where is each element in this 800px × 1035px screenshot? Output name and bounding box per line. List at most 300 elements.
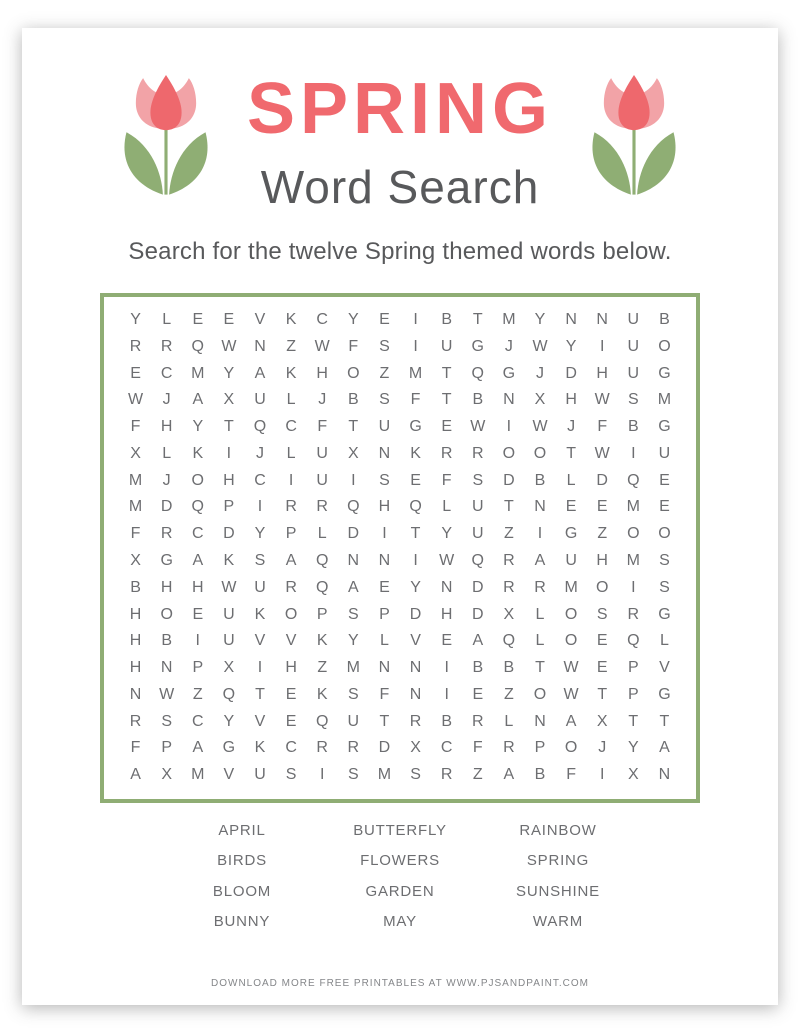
grid-cell: S <box>596 605 608 623</box>
grid-cell: I <box>413 551 418 569</box>
grid-cell: G <box>658 605 671 623</box>
grid-cell: Q <box>222 685 236 703</box>
word-list-item: WARM <box>532 913 584 931</box>
word-list-column <box>163 816 321 938</box>
grid-cell: B <box>659 310 670 328</box>
grid-cell: G <box>658 364 671 382</box>
grid-cell: V <box>285 632 297 650</box>
grid-cell: I <box>195 632 200 650</box>
grid-cell: R <box>503 551 515 569</box>
grid-cell: Z <box>503 525 514 543</box>
grid-cell: Z <box>597 525 608 543</box>
grid-cell: H <box>160 418 173 436</box>
grid-cell: U <box>627 364 640 382</box>
grid-cell: H <box>378 498 391 516</box>
grid-cell: Q <box>347 498 360 516</box>
grid-cell: O <box>564 739 578 757</box>
grid-cell: X <box>347 444 359 462</box>
grid-cell: D <box>471 578 484 596</box>
grid-cell: L <box>286 391 296 409</box>
grid-cell: S <box>254 551 266 569</box>
grid-cell: M <box>128 498 143 516</box>
grid-cell: R <box>160 337 173 355</box>
grid-cell: R <box>440 444 453 462</box>
grid-cell: E <box>472 685 484 703</box>
grid-cell: K <box>285 310 297 328</box>
grid-cell: Y <box>192 418 204 436</box>
grid-cell: P <box>627 685 639 703</box>
grid-cell: H <box>223 471 235 489</box>
header <box>22 28 778 214</box>
grid-cell: R <box>129 337 142 355</box>
grid-cell: F <box>348 337 359 355</box>
grid-cell: N <box>409 685 422 703</box>
grid-cell: A <box>565 712 577 730</box>
grid-cell: O <box>627 525 640 543</box>
grid-cell: A <box>503 766 515 784</box>
grid-cell: R <box>440 766 453 784</box>
grid-cell: X <box>130 551 141 569</box>
page-subtitle: Word Search <box>260 160 540 213</box>
grid-cell: I <box>226 444 232 462</box>
grid-cell: I <box>631 444 636 462</box>
grid-cell: T <box>441 364 452 382</box>
grid-cell: X <box>223 391 235 409</box>
grid-cell: S <box>347 605 359 623</box>
grid-cell: P <box>285 525 297 543</box>
grid-cell: I <box>319 766 325 784</box>
grid-cell: B <box>503 659 515 677</box>
grid-cell: E <box>410 471 421 489</box>
grid-cell: D <box>378 739 391 757</box>
grid-cell: N <box>503 391 515 409</box>
grid-cell: A <box>192 391 204 409</box>
grid-cell: N <box>160 659 173 677</box>
grid-cell: D <box>503 471 515 489</box>
grid-cell: O <box>191 471 204 489</box>
word-list-item: SUNSHINE <box>516 882 600 900</box>
grid-cell: V <box>410 632 421 650</box>
grid-cell: G <box>160 551 173 569</box>
grid-cell: G <box>658 418 671 436</box>
grid-cell: U <box>316 444 328 462</box>
grid-cell: L <box>566 471 576 489</box>
grid-cell: E <box>441 632 452 650</box>
grid-cell: G <box>658 685 671 703</box>
grid-cell: Y <box>223 364 235 382</box>
grid-cell: W <box>159 685 175 703</box>
grid-cell: S <box>285 766 297 784</box>
grid-cell: M <box>408 364 423 382</box>
grid-cell: Q <box>253 418 267 436</box>
grid-cell: O <box>533 444 547 462</box>
grid-cell: O <box>564 632 578 650</box>
grid-cell: N <box>254 337 266 355</box>
printable-page <box>22 28 778 1005</box>
word-list-item: FLOWERS <box>360 852 440 870</box>
grid-cell: Y <box>347 632 359 650</box>
grid-cell: C <box>316 310 328 328</box>
grid-cell: J <box>162 391 171 409</box>
grid-cell: F <box>472 739 483 757</box>
grid-cell: T <box>348 418 359 436</box>
grid-cell: S <box>627 391 639 409</box>
grid-cell: E <box>659 471 670 489</box>
grid-cell: Y <box>627 739 639 757</box>
word-list-item: SPRING <box>526 852 590 870</box>
word-list-item: RAINBOW <box>519 821 597 839</box>
grid-cell: T <box>379 712 390 730</box>
grid-cell: W <box>532 337 548 355</box>
grid-cell: X <box>130 444 141 462</box>
grid-cell: W <box>532 418 548 436</box>
grid-cell: Q <box>315 578 329 596</box>
grid-cell: H <box>285 659 297 677</box>
grid-cell: N <box>534 498 546 516</box>
grid-cell: O <box>502 444 516 462</box>
grid-cell: P <box>223 498 235 516</box>
grid-cell: P <box>316 605 328 623</box>
grid-cell: E <box>596 659 608 677</box>
grid-cell: A <box>472 632 484 650</box>
grid-cell: F <box>379 685 390 703</box>
grid-cell: T <box>503 498 514 516</box>
grid-cell: V <box>254 712 266 730</box>
grid-cell: N <box>378 444 391 462</box>
grid-cell: I <box>382 525 387 543</box>
grid-cell: F <box>410 391 421 409</box>
grid-cell: Y <box>130 310 141 328</box>
grid-cell: Q <box>191 337 204 355</box>
grid-cell: J <box>567 418 576 436</box>
grid-cell: K <box>285 364 297 382</box>
grid-cell: I <box>351 471 356 489</box>
grid-cell: D <box>565 364 577 382</box>
grid-cell: A <box>659 739 670 757</box>
grid-cell: S <box>472 471 484 489</box>
grid-cell: P <box>192 659 204 677</box>
grid-cell: W <box>594 391 610 409</box>
grid-cell: U <box>223 632 235 650</box>
grid-cell: K <box>410 444 421 462</box>
grid-cell: J <box>255 444 264 462</box>
grid-cell: E <box>441 418 452 436</box>
grid-cell: G <box>471 337 484 355</box>
grid-cell: S <box>347 766 359 784</box>
grid-cell: R <box>503 739 515 757</box>
grid-cell: S <box>379 391 390 409</box>
grid-cell: U <box>254 578 266 596</box>
grid-cell: K <box>254 605 266 623</box>
grid-cell: N <box>534 712 546 730</box>
grid-cell: Z <box>317 659 328 677</box>
word-list-item: MAY <box>383 913 417 931</box>
grid-cell: M <box>626 498 640 516</box>
grid-cell: N <box>596 310 608 328</box>
grid-cell: K <box>254 739 266 757</box>
grid-cell: U <box>627 310 640 328</box>
grid-cell: R <box>409 712 422 730</box>
grid-cell: S <box>379 471 390 489</box>
grid-cell: M <box>502 310 516 328</box>
grid-cell: B <box>627 418 639 436</box>
grid-cell: I <box>537 525 543 543</box>
grid-cell: R <box>316 498 328 516</box>
grid-cell: B <box>347 391 359 409</box>
grid-cell: E <box>285 685 297 703</box>
grid-cell: R <box>347 739 360 757</box>
word-list-item: APRIL <box>218 821 266 839</box>
grid-cell: F <box>130 525 141 543</box>
grid-cell: D <box>409 605 422 623</box>
grid-cell: C <box>440 739 453 757</box>
grid-cell: Y <box>441 525 452 543</box>
grid-cell: L <box>379 632 389 650</box>
grid-cell: S <box>379 337 390 355</box>
grid-cell: P <box>627 659 639 677</box>
grid-cell: A <box>347 578 359 596</box>
grid-cell: J <box>535 364 544 382</box>
grid-cell: Q <box>315 712 329 730</box>
page-title: SPRING <box>246 69 554 149</box>
grid-cell: R <box>160 525 173 543</box>
footer-text: DOWNLOAD MORE FREE PRINTABLES AT WWW.PJSANDPAINT.COM <box>211 978 589 989</box>
grid-cell: W <box>470 418 486 436</box>
grid-cell: N <box>378 551 391 569</box>
grid-cell: Z <box>192 685 203 703</box>
grid-cell: K <box>316 632 328 650</box>
grid-cell: Z <box>503 685 514 703</box>
grid-cell: W <box>221 578 237 596</box>
grid-cell: N <box>658 766 671 784</box>
grid-cell: E <box>192 310 204 328</box>
grid-cell: U <box>347 712 360 730</box>
grid-cell: Y <box>223 712 235 730</box>
grid-cell: O <box>284 605 298 623</box>
grid-cell: G <box>222 739 236 757</box>
grid-cell: A <box>192 739 204 757</box>
grid-cell: R <box>503 578 515 596</box>
grid-cell: R <box>285 498 297 516</box>
grid-cell: N <box>409 659 422 677</box>
grid-cell: C <box>191 712 204 730</box>
grid-cell: L <box>286 444 296 462</box>
grid-cell: I <box>599 337 605 355</box>
grid-cell: E <box>379 578 390 596</box>
grid-cell: F <box>597 418 608 436</box>
grid-cell: C <box>160 364 173 382</box>
grid-cell: A <box>254 364 266 382</box>
grid-cell: I <box>444 685 449 703</box>
grid-cell: A <box>285 551 297 569</box>
grid-cell: K <box>316 685 328 703</box>
grid-cell: Y <box>347 310 359 328</box>
word-list-item: GARDEN <box>365 882 435 900</box>
grid-cell: L <box>162 444 172 462</box>
grid-cell: M <box>564 578 578 596</box>
grid-cell: D <box>223 525 235 543</box>
grid-cell: P <box>161 739 172 757</box>
grid-cell: Q <box>627 632 640 650</box>
grid-cell: H <box>440 605 453 623</box>
grid-cell: Y <box>254 525 266 543</box>
grid-cell: O <box>160 605 173 623</box>
grid-cell: F <box>566 766 576 784</box>
grid-cell: I <box>413 310 418 328</box>
grid-cell: H <box>160 578 173 596</box>
grid-cell: V <box>659 659 670 677</box>
grid-cell: W <box>594 444 610 462</box>
grid-cell: E <box>285 712 297 730</box>
grid-cell: B <box>441 310 452 328</box>
grid-cell: J <box>598 739 607 757</box>
grid-cell: Q <box>191 498 204 516</box>
grid-cell: L <box>442 498 452 516</box>
grid-cell: B <box>472 659 484 677</box>
grid-cell: T <box>659 712 670 730</box>
grid-cell: M <box>377 766 392 784</box>
grid-cell: F <box>441 471 452 489</box>
word-list-item: BUNNY <box>213 913 271 931</box>
grid-cell: J <box>318 391 327 409</box>
grid-cell: M <box>128 471 143 489</box>
grid-cell: L <box>504 712 514 730</box>
grid-cell: U <box>223 605 235 623</box>
grid-cell: H <box>129 632 142 650</box>
grid-cell: Q <box>627 471 640 489</box>
grid-cell: L <box>317 525 327 543</box>
grid-cell: V <box>254 632 266 650</box>
grid-cell: T <box>223 418 234 436</box>
grid-cell: Q <box>315 551 329 569</box>
grid-cell: U <box>254 391 266 409</box>
grid-cell: C <box>254 471 266 489</box>
grid-cell: H <box>596 364 608 382</box>
grid-cell: I <box>257 659 263 677</box>
grid-cell: W <box>221 337 237 355</box>
grid-cell: Z <box>286 337 296 355</box>
grid-cell: H <box>191 578 204 596</box>
grid-cell: R <box>129 712 142 730</box>
tulip-icon <box>114 75 218 205</box>
grid-cell: E <box>130 364 141 382</box>
grid-cell: X <box>596 712 608 730</box>
word-list-column <box>479 816 637 938</box>
grid-cell: W <box>128 391 144 409</box>
grid-cell: X <box>534 391 546 409</box>
grid-cell: W <box>314 337 330 355</box>
grid-cell: X <box>503 605 515 623</box>
grid-cell: M <box>657 391 672 409</box>
grid-cell: L <box>659 632 669 650</box>
grid-cell: Q <box>471 364 484 382</box>
grid-cell: F <box>130 739 141 757</box>
grid-cell: G <box>564 525 578 543</box>
grid-cell: X <box>410 739 421 757</box>
grid-cell: Q <box>502 632 516 650</box>
grid-cell: D <box>471 605 484 623</box>
grid-cell: N <box>347 551 360 569</box>
grid-cell: G <box>409 418 422 436</box>
grid-cell: O <box>658 525 671 543</box>
grid-cell: V <box>254 310 266 328</box>
word-search-grid <box>100 293 700 803</box>
grid-cell: A <box>130 766 141 784</box>
grid-cell: X <box>161 766 172 784</box>
grid-cell: V <box>223 766 235 784</box>
grid-cell: B <box>534 766 546 784</box>
grid-cell: R <box>316 739 328 757</box>
grid-cell: Y <box>565 337 577 355</box>
grid-cell: C <box>285 739 297 757</box>
grid-cell: Q <box>471 551 484 569</box>
grid-cell: D <box>596 471 608 489</box>
grid-cell: U <box>440 337 453 355</box>
grid-cell: I <box>599 766 605 784</box>
grid-cell: W <box>439 551 455 569</box>
grid-cell: D <box>347 525 360 543</box>
grid-cell: I <box>631 578 636 596</box>
grid-cell: R <box>471 444 484 462</box>
word-list-item: BUTTERFLY <box>353 821 447 839</box>
grid-cell: O <box>347 364 360 382</box>
grid-cell: J <box>504 337 513 355</box>
grid-cell: U <box>565 551 577 569</box>
grid-cell: G <box>502 364 516 382</box>
grid-cell: K <box>223 551 235 569</box>
grid-cell: H <box>565 391 577 409</box>
grid-cell: S <box>161 712 172 730</box>
grid-cell: U <box>316 471 328 489</box>
grid-cell: N <box>565 310 577 328</box>
grid-cell: Z <box>472 766 483 784</box>
grid-cell: Q <box>409 498 422 516</box>
grid-cell: U <box>254 766 266 784</box>
grid-cell: A <box>192 551 204 569</box>
grid-cell: C <box>191 525 204 543</box>
grid-cell: L <box>535 605 545 623</box>
grid-cell: Y <box>410 578 421 596</box>
grid-cell: N <box>129 685 142 703</box>
grid-cell: F <box>130 418 141 436</box>
grid-cell: S <box>347 685 359 703</box>
title-block <box>218 69 582 214</box>
grid-cell: P <box>534 739 546 757</box>
grid-cell: U <box>627 337 640 355</box>
grid-cell: T <box>441 391 452 409</box>
grid-cell: M <box>626 551 640 569</box>
grid-cell: E <box>379 310 390 328</box>
grid-cell: T <box>535 659 545 677</box>
grid-cell: T <box>628 712 639 730</box>
grid-cell: I <box>444 659 449 677</box>
tulip-icon <box>582 75 686 205</box>
grid-cell: W <box>563 685 579 703</box>
grid-cell: S <box>659 551 670 569</box>
grid-cell: H <box>129 659 142 677</box>
grid-cell: U <box>658 444 671 462</box>
grid-cell: H <box>596 551 608 569</box>
grid-cell: X <box>223 659 235 677</box>
grid-cell: B <box>441 712 452 730</box>
word-list-item: BIRDS <box>217 852 267 870</box>
grid-cell: J <box>162 471 171 489</box>
grid-cell: M <box>191 766 205 784</box>
grid-cell: U <box>378 418 391 436</box>
grid-cell: R <box>534 578 546 596</box>
grid-cell: T <box>597 685 608 703</box>
grid-cell: B <box>161 632 172 650</box>
